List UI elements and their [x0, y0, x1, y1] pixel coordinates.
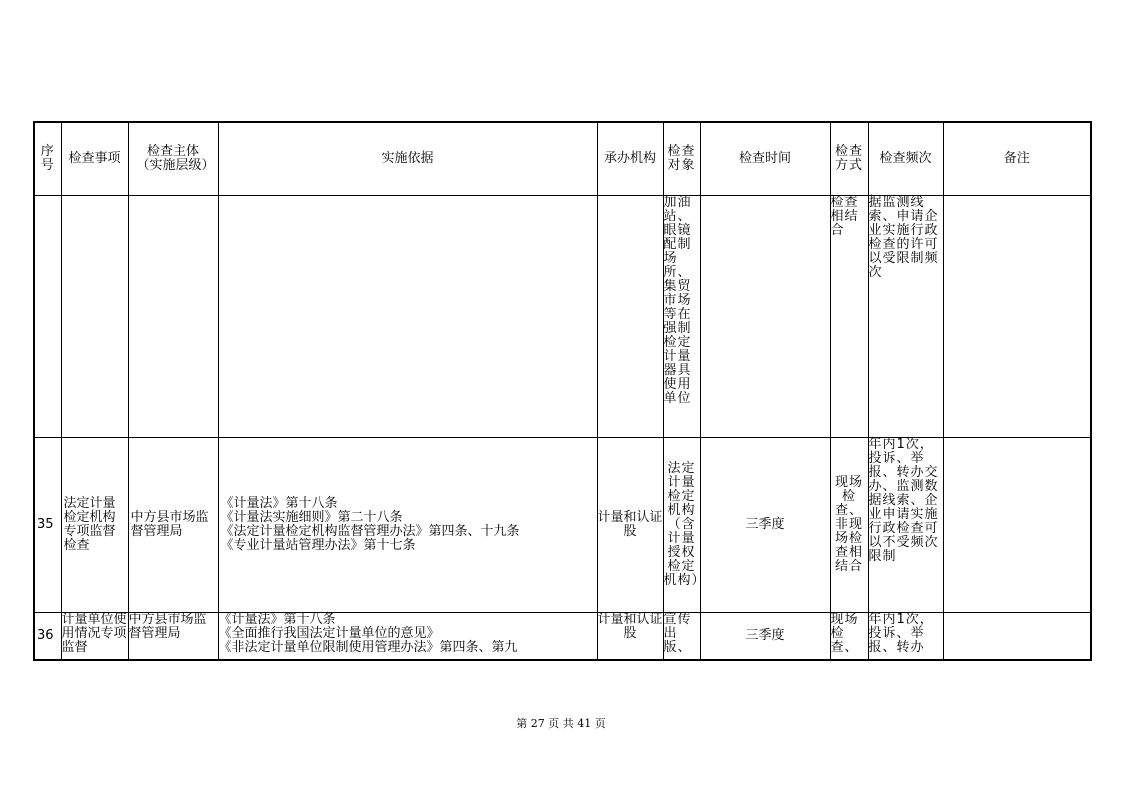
row-method: 检查相结合: [830, 195, 868, 437]
table-row: [34, 437, 1091, 612]
row-freq: 据监测线索、申请企业实施行政检查的许可以受限制频次: [868, 195, 943, 437]
row-object: 加油站、眼镜配制场所、集贸市场等在强制检定计量器具使用单位: [663, 195, 700, 437]
row-remark: [943, 612, 1091, 660]
row-subject: 中方县市场监督管理局: [128, 612, 218, 660]
row-remark: [943, 437, 1091, 612]
row-time: 三季度: [700, 612, 830, 660]
row-time: 三季度: [700, 437, 830, 612]
row-org: [597, 195, 663, 437]
basis-line: 《法定计量检定机构监督管理办法》第四条、十九条: [220, 523, 520, 539]
row-org: 计量和认证股: [597, 437, 663, 612]
row-subject: [128, 195, 218, 437]
header-row: [34, 122, 1091, 195]
basis-line: 《非法定计量单位限制使用管理办法》第四条、第九: [218, 639, 518, 655]
header-object: 检查对象: [663, 122, 700, 195]
table-row: [34, 612, 1091, 660]
table-row: [34, 195, 1091, 437]
header-subject: 检查主体（实施层级）: [128, 122, 218, 195]
basis-line: 《计量法》第十八条: [220, 495, 338, 511]
row-basis: [218, 195, 597, 437]
row-object: 法定计量检定机构（含计量授权检定机构）: [663, 437, 700, 612]
row-org: 计量和认证股: [597, 612, 663, 660]
basis-line: 《专业计量站管理办法》第十七条: [220, 537, 416, 553]
row-basis: [218, 612, 597, 660]
row-item: 法定计量检定机构专项监督检查: [61, 437, 128, 612]
row-seq: [34, 195, 61, 437]
row-basis: [218, 437, 597, 612]
header-method: 检查方式: [830, 122, 868, 195]
page-footer: 第 27 页 共 41 页: [516, 717, 606, 730]
header-basis: 实施依据: [218, 122, 597, 195]
row-seq: 35: [34, 437, 61, 612]
row-method: 现场检查、: [830, 612, 868, 660]
row-seq: 36: [34, 612, 61, 660]
row-remark: [943, 195, 1091, 437]
header-time: 检查时间: [700, 122, 830, 195]
inspection-table: [33, 121, 1092, 661]
header-remark: 备注: [943, 122, 1091, 195]
row-freq: 年内1次，投诉、举报、转办: [868, 612, 943, 660]
header-item: 检查事项: [61, 122, 128, 195]
row-freq: 年内1次，投诉、举报、转办交办、监测数据线索、企业申请实施行政检查可以不受频次限制: [868, 437, 943, 612]
row-time: [700, 195, 830, 437]
header-org: 承办机构: [597, 122, 663, 195]
header-seq: 序号: [34, 122, 61, 195]
row-method: 现场检查、非现场检查相结合: [830, 437, 868, 612]
row-item: 计量单位使用情况专项监督: [61, 612, 128, 660]
basis-line: 《全面推行我国法定计量单位的意见》: [218, 625, 440, 641]
row-object: 宣传出版、: [663, 612, 700, 660]
basis-line: 《计量法实施细则》第二十八条: [220, 509, 403, 525]
basis-line: 《计量法》第十八条: [218, 611, 336, 627]
row-subject: 中方县市场监督管理局: [128, 437, 218, 612]
header-freq: 检查频次: [868, 122, 943, 195]
row-item: [61, 195, 128, 437]
